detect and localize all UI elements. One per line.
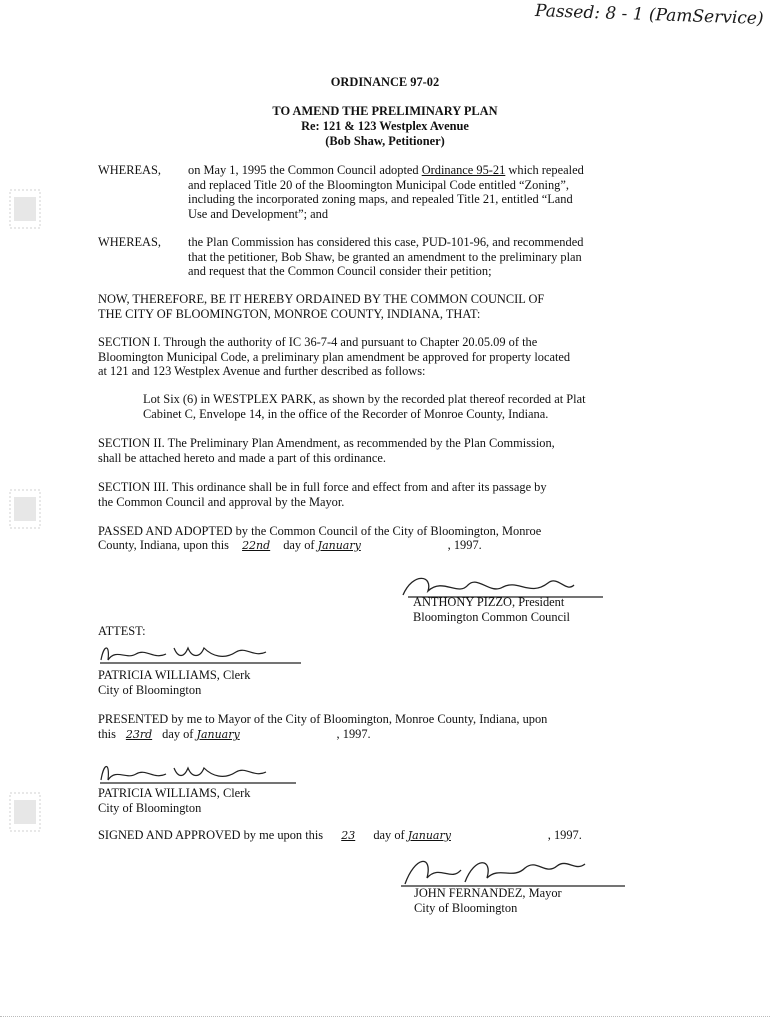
attest-label: ATTEST: [98, 624, 146, 638]
ordinance-reference: Ordinance 95-21 [421, 163, 506, 177]
section-3 [98, 480, 698, 509]
whereas-1-label: WHEREAS, [98, 163, 161, 177]
whereas-1-body [188, 163, 708, 221]
now-therefore-clause [98, 292, 698, 321]
section-1 [98, 335, 698, 379]
president-name: ANTHONY PIZZO, President [413, 595, 565, 609]
signed-approved-line: SIGNED AND APPROVED by me upon this 23 day of January , 1997. [98, 828, 582, 842]
scan-artifact-middle [0, 485, 45, 535]
mayor-org: City of Bloomington [414, 901, 518, 915]
legal-description-line-2: Cabinet C, Envelope 14, in the office of the Recorder of Monroe County, Indiana. [143, 406, 549, 421]
whereas-1-line-3: including the incorporated zoning maps, and repealed Title 21, entitled “Land [188, 192, 573, 207]
subtitle-line-1: TO AMEND THE PRELIMINARY PLAN [272, 104, 498, 118]
whereas-2-body [188, 235, 708, 279]
scan-artifact-top [0, 185, 45, 235]
scan-artifact-bottom [0, 788, 45, 838]
passed-month-handwritten: January [317, 539, 361, 552]
clerk-signature-2 [96, 758, 301, 786]
whereas-2-line-2: that the petitioner, Bob Shaw, be granted an amendment to the preliminary plan [188, 249, 582, 264]
ordinance-title: ORDINANCE 97-02 [330, 75, 440, 89]
signed-month-handwritten: January [407, 829, 451, 842]
whereas-2-line-1: the Plan Commission has considered this case, PUD-101-96, and recommended [188, 235, 584, 249]
whereas-2-label: WHEREAS, [98, 235, 161, 249]
presented-day-handwritten: 23rd [125, 728, 153, 741]
section-3-line-2: the Common Council and approval by the Mayor. [98, 494, 345, 509]
passed-line-1: PASSED AND ADOPTED by the Common Council of the City of Bloomington, Monroe [98, 524, 542, 538]
handwritten-passed-note: Passed: 8 - 1 (PamService) [534, 1, 764, 29]
passed-line-2: County, Indiana, upon this 22nd day of January , 1997. [98, 538, 482, 552]
clerk-signature-1 [96, 640, 308, 666]
mayor-signature [395, 848, 635, 890]
signed-day-handwritten: 23 [341, 829, 356, 842]
presented-line-2: this 23rd day of January , 1997. [98, 727, 371, 741]
now-therefore-line-1: NOW, THEREFORE, BE IT HEREBY ORDAINED BY THE COMMON COUNCIL OF [98, 292, 545, 306]
now-therefore-line-2: THE CITY OF BLOOMINGTON, MONROE COUNTY, INDIANA, THAT: [98, 306, 481, 321]
scan-bottom-edge [0, 1016, 770, 1018]
whereas-2-line-3: and request that the Common Council consider their petition; [188, 264, 492, 279]
attest-clerk-org: City of Bloomington [98, 683, 202, 697]
section-1-line-3: at 121 and 123 Westplex Avenue and further described as follows: [98, 364, 426, 379]
section-2-line-2: shall be attached hereto and made a part of this ordinance. [98, 450, 386, 465]
clerk-2-name: PATRICIA WILLIAMS, Clerk [98, 786, 251, 800]
passed-day-handwritten: 22nd [242, 539, 271, 552]
whereas-1-line-1: on May 1, 1995 the Common Council adopted Ordinance 95-21 which repealed [188, 163, 584, 177]
subtitle-line-3: (Bob Shaw, Petitioner) [325, 134, 445, 148]
subtitle-line-2: Re: 121 & 123 Westplex Avenue [301, 119, 469, 133]
president-org: Bloomington Common Council [413, 610, 570, 624]
presented-line-1: PRESENTED by me to Mayor of the City of Bloomington, Monroe County, Indiana, upon [98, 712, 548, 726]
whereas-1-line-4: Use and Development”; and [188, 206, 329, 221]
mayor-name: JOHN FERNANDEZ, Mayor [414, 886, 562, 900]
whereas-1-line-2: and replaced Title 20 of the Bloomington Municipal Code entitled “Zoning”, [188, 177, 569, 192]
section-2-line-1: SECTION II. The Preliminary Plan Amendment, as recommended by the Plan Commission, [98, 436, 555, 450]
legal-description-line-1: Lot Six (6) in WESTPLEX PARK, as shown by the recorded plat thereof recorded at Plat [143, 392, 586, 406]
legal-description [143, 392, 703, 421]
section-1-line-2: Bloomington Municipal Code, a preliminary plan amendment be approved for property located [98, 349, 571, 364]
section-2 [98, 436, 698, 465]
clerk-2-org: City of Bloomington [98, 801, 202, 815]
section-3-line-1: SECTION III. This ordinance shall be in full force and effect from and after its passage by [98, 480, 547, 494]
attest-clerk-name: PATRICIA WILLIAMS, Clerk [98, 668, 251, 682]
presented-month-handwritten: January [196, 728, 240, 741]
section-1-line-1: SECTION I. Through the authority of IC 36-7-4 and pursuant to Chapter 20.05.09 of the [98, 335, 538, 349]
